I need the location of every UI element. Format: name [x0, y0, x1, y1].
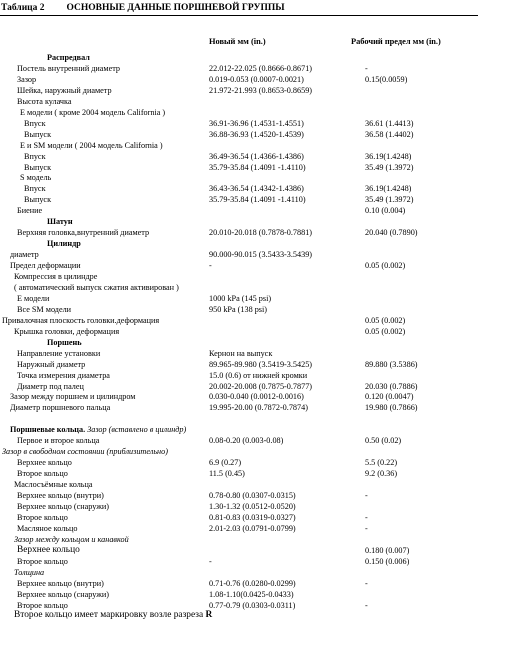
row-label-text: Все SM модели [17, 304, 72, 314]
row-label [17, 381, 84, 392]
table-row [0, 479, 507, 490]
table-row [0, 118, 507, 129]
table-title [1, 3, 285, 13]
row-label-text: Впуск [24, 151, 46, 161]
limit-value: 0.50 (0.02) [365, 436, 402, 446]
row-label-text: Выпуск [24, 129, 52, 139]
row-label [24, 151, 46, 162]
row-label [47, 52, 90, 63]
row-label [47, 238, 81, 249]
row-label-text: Предел деформации [10, 261, 81, 271]
table-row [0, 293, 507, 304]
limit-value: 36.19(1.4248) [365, 151, 412, 161]
row-label [17, 85, 112, 96]
new-value: 35.79-35.84 (1.4091 -1.4110) [209, 162, 306, 172]
limit-value: 20.030 (0.7886) [365, 381, 418, 391]
table-row [0, 227, 507, 238]
table-row [0, 545, 507, 556]
limit-value: 0.05 (0.002) [365, 315, 406, 325]
table-row [0, 402, 507, 413]
row-label [14, 326, 119, 337]
table-row [0, 534, 507, 545]
row-label [10, 391, 135, 402]
new-value: Кернон на выпуск [209, 348, 273, 358]
row-label-text: Верхнее кольцо (внутри) [17, 491, 104, 500]
row-label-text: Верхнее кольцо (внутри) [17, 578, 104, 588]
new-value: 0.019-0.053 (0.0007-0.0021) [209, 74, 304, 84]
row-label [17, 205, 42, 216]
table-row [0, 468, 507, 479]
row-label [17, 490, 104, 501]
new-value: 1.30-1.32 (0.0512-0.0520) [209, 501, 296, 511]
new-value: 89.965-89.980 (3.5419-3.5425) [209, 359, 313, 369]
table-row [0, 424, 507, 435]
table-row [0, 129, 507, 140]
table-row [0, 435, 507, 446]
row-label-text: Зазор между поршнем и цилиндром [10, 392, 136, 402]
table-row [0, 600, 507, 611]
row-label [17, 304, 71, 315]
table-row [0, 194, 507, 205]
table-row [0, 249, 507, 260]
limit-value: 5.5 (0.22) [365, 458, 398, 468]
limit-value: 0.05 (0.002) [365, 261, 406, 271]
row-label [17, 96, 72, 107]
row-label [24, 183, 46, 194]
limit-value: - [365, 63, 368, 73]
row-label [24, 129, 51, 140]
limit-value: - [365, 578, 368, 588]
table-row [0, 63, 507, 74]
row-label [2, 446, 168, 457]
limit-value: 36.19(1.4248) [365, 184, 412, 194]
table-row [0, 326, 507, 337]
row-label-text: Второе кольцо [17, 600, 68, 610]
row-label-text: Точка измерения диаметра [17, 370, 110, 380]
new-value: 36.88-36.93 (1.4520-1.4539) [209, 129, 304, 139]
row-label [17, 600, 68, 611]
row-label [14, 479, 93, 490]
limit-value: 35.49 (1.3972) [365, 195, 414, 205]
table-row [0, 578, 507, 589]
table-row [0, 512, 507, 523]
row-label [17, 457, 72, 468]
table-row [0, 162, 507, 173]
header-limit: Рабочий предел мм (in.) [351, 37, 441, 46]
row-label [24, 194, 51, 205]
row-label-text: Биение [17, 206, 43, 216]
row-label-text: E модели [17, 293, 50, 303]
table-row [0, 589, 507, 600]
table-row [0, 501, 507, 512]
row-label [14, 282, 179, 293]
new-value: 6.9 (0.27) [209, 458, 242, 468]
table-row [0, 282, 507, 293]
new-value: 0.77-0.79 (0.0303-0.0311) [209, 600, 296, 610]
row-label [17, 74, 36, 85]
row-label [17, 468, 68, 479]
row-label [14, 534, 129, 545]
table-row [0, 523, 507, 534]
table-row [0, 490, 507, 501]
limit-value: 0.120 (0.0047) [365, 392, 414, 402]
table-row [0, 556, 507, 567]
row-label-text: Зазор между кольцом и канавкой [14, 534, 129, 544]
table-row [0, 205, 507, 216]
limit-value: 0.150 (0.006) [365, 556, 410, 566]
row-label-text: диаметр [10, 250, 39, 260]
limit-value: 9.2 (0.36) [365, 469, 398, 479]
table-heading: ОСНОВНЫЕ ДАННЫЕ ПОРШНЕВОЙ ГРУППЫ [66, 3, 285, 13]
limit-value: - [365, 512, 368, 522]
new-value: 950 kPa (138 psi) [209, 304, 267, 314]
row-label [10, 249, 39, 260]
row-label [17, 545, 80, 556]
row-label-text: Цилиндр [47, 239, 81, 249]
row-label-text: E модели ( кроме 2004 модель California ) [20, 107, 166, 117]
new-value: - [209, 261, 212, 271]
row-label-text: Привалочная плоскость головки.деформация [2, 315, 160, 325]
row-label-text: Верхнее кольцо (снаружи) [17, 589, 109, 599]
row-label [17, 227, 149, 238]
row-label-text: Верхняя головка,внутренний диаметр [17, 228, 150, 238]
table-row [0, 151, 507, 162]
row-label-text: Верхнее кольцо [17, 458, 72, 468]
row-label [14, 567, 44, 578]
new-value: 11.5 (0.45) [209, 469, 245, 479]
row-label-text: Первое и второе кольца [17, 436, 100, 446]
table-row [0, 391, 507, 402]
table-row [0, 74, 507, 85]
row-label [17, 501, 109, 512]
row-label [47, 337, 82, 348]
new-value: 2.01-2.03 (0.0791-0.0799) [209, 523, 296, 533]
table-row [0, 172, 507, 183]
row-label-text: Выпуск [24, 195, 52, 205]
table-row [0, 107, 507, 118]
new-value: 36.43-36.54 (1.4342-1.4386) [209, 184, 304, 194]
row-label [17, 370, 110, 381]
new-value: 0.08-0.20 (0.003-0.08) [209, 436, 284, 446]
table-row [0, 271, 507, 282]
row-label-note: R [203, 610, 213, 621]
table-row [0, 370, 507, 381]
table-row [0, 140, 507, 151]
new-value: 90.000-90.015 (3.5433-3.5439) [209, 250, 313, 260]
row-label-text: Второе кольцо [17, 469, 68, 479]
table-row [0, 216, 507, 227]
row-label-text: Диаметр поршневого пальца [10, 403, 111, 413]
row-label-text: Второе кольцо [17, 512, 68, 522]
new-value: 15.0 (0.6) от нижней кромки [209, 370, 308, 380]
new-value: 0.71-0.76 (0.0280-0.0299) [209, 578, 296, 588]
limit-value: - [365, 600, 368, 610]
row-label [20, 107, 165, 118]
row-label-text: Диаметр под палец [17, 381, 84, 391]
row-label-text: Шатун [47, 217, 73, 227]
new-value: 20.002-20.008 (0.7875-0.7877) [209, 381, 313, 391]
row-label [2, 315, 159, 326]
new-value: 35.79-35.84 (1.4091 -1.4110) [209, 195, 306, 205]
row-label [20, 172, 51, 183]
new-value: 0.030-0.040 (0.0012-0.0016) [209, 392, 304, 402]
table-row [0, 260, 507, 271]
row-label [20, 140, 163, 151]
row-label [17, 523, 78, 534]
row-label-text: Толщина [14, 567, 45, 577]
limit-value: - [365, 523, 368, 533]
row-label-text: Шейка, наружный диаметр [17, 85, 112, 95]
row-label [17, 556, 68, 567]
table-row [0, 183, 507, 194]
row-label [17, 348, 100, 359]
row-label [14, 610, 212, 621]
row-label-text: Впуск [24, 118, 46, 128]
row-label-text: Наружный диаметр [17, 359, 86, 369]
table-row [0, 85, 507, 96]
row-label-text: Направление установки [17, 348, 101, 358]
new-value: 1.08-1.10(0.0425-0.0433) [209, 589, 294, 599]
limit-value: 36.58 (1.4402) [365, 129, 414, 139]
row-label [10, 402, 110, 413]
row-label-text: ( автоматический выпуск сжатия активирован ) [14, 282, 179, 292]
limit-value: 89.880 (3.5386) [365, 359, 418, 369]
row-label-text: Верхнее кольцо [17, 544, 80, 555]
row-label-text: Зазор [17, 74, 37, 84]
new-value: 21.972-21.993 (0.8653-0.8659) [209, 85, 313, 95]
title-rule [0, 15, 478, 16]
row-label-note: Зазор (вставлено в цилиндр) [85, 425, 187, 435]
row-label-text: Второе кольцо имеет маркировку возле разреза [14, 610, 204, 621]
row-label [17, 435, 99, 446]
row-label-text: Второе кольцо [17, 556, 68, 566]
limit-value: 0.05 (0.002) [365, 326, 406, 336]
new-value: 22.012-22.025 (0.8666-0.8671) [209, 63, 313, 73]
table-row [0, 610, 507, 621]
table-number: Таблица 2 [1, 3, 45, 13]
new-value: 36.49-36.54 (1.4366-1.4386) [209, 151, 304, 161]
row-label [17, 578, 104, 589]
row-label-text: Крышка головки, деформация [14, 326, 120, 336]
row-label [17, 512, 68, 523]
limit-value: 0.180 (0.007) [365, 545, 410, 555]
new-value: 36.91-36.96 (1.4531-1.4551) [209, 118, 304, 128]
row-label-text: Постель внутренний диаметр [17, 63, 121, 73]
row-label-text: Поршень [47, 337, 82, 347]
row-label-text: Маслосъёмные кольца [14, 480, 93, 490]
table-row [0, 238, 507, 249]
new-value: 0.81-0.83 (0.0319-0.0327) [209, 512, 296, 522]
row-label-text: Впуск [24, 184, 46, 194]
row-label [47, 216, 73, 227]
row-label-text: Компрессия в цилиндре [14, 272, 98, 281]
new-value: 20.010-20.018 (0.7878-0.7881) [209, 228, 313, 238]
row-label-text: E и SM модели ( 2004 модель California ) [20, 140, 163, 150]
row-label-text: Выпуск [24, 162, 52, 172]
row-label [10, 260, 81, 271]
table-row [0, 567, 507, 578]
table-row [0, 304, 507, 315]
new-value: - [209, 556, 212, 566]
limit-value: - [365, 491, 368, 500]
table-row [0, 413, 507, 424]
row-label-text: Высота кулачка [17, 96, 72, 106]
limit-value: 0.15(0.0059) [365, 74, 408, 84]
row-label-text: Верхнее кольцо (снаружи) [17, 501, 109, 511]
table-row [0, 337, 507, 348]
new-value: 19.995-20.00 (0.7872-0.7874) [209, 403, 308, 413]
row-label-text: Распредвал [47, 53, 90, 62]
row-label [17, 293, 49, 304]
table-row [0, 359, 507, 370]
limit-value: 20.040 (0.7890) [365, 228, 418, 238]
row-label [10, 424, 186, 435]
limit-value: 19.980 (0.7866) [365, 403, 418, 413]
row-label-text: S модель [20, 173, 52, 183]
table-row [0, 381, 507, 392]
row-label-text: Поршневые кольца. [10, 425, 86, 435]
row-label [17, 63, 120, 74]
table-row [0, 457, 507, 468]
limit-value: 35.49 (1.3972) [365, 162, 414, 172]
row-label-text: Масляное кольцо [17, 523, 78, 533]
header-new: Новый мм (in.) [209, 37, 266, 46]
new-value: 0.78-0.80 (0.0307-0.0315) [209, 491, 296, 500]
table-row [0, 96, 507, 107]
row-label [14, 271, 97, 282]
row-label [24, 162, 51, 173]
table-row [0, 315, 507, 326]
row-label-text: Зазор в свободном состоянии (приблизительно) [2, 447, 168, 457]
row-label [24, 118, 46, 129]
limit-value: 0.10 (0.004) [365, 206, 406, 216]
table-row [0, 52, 507, 63]
new-value: 1000 kPa (145 psi) [209, 293, 272, 303]
table-row [0, 446, 507, 457]
row-label [17, 589, 109, 600]
limit-value: 36.61 (1.4413) [365, 118, 414, 128]
table-row [0, 348, 507, 359]
row-label [17, 359, 85, 370]
